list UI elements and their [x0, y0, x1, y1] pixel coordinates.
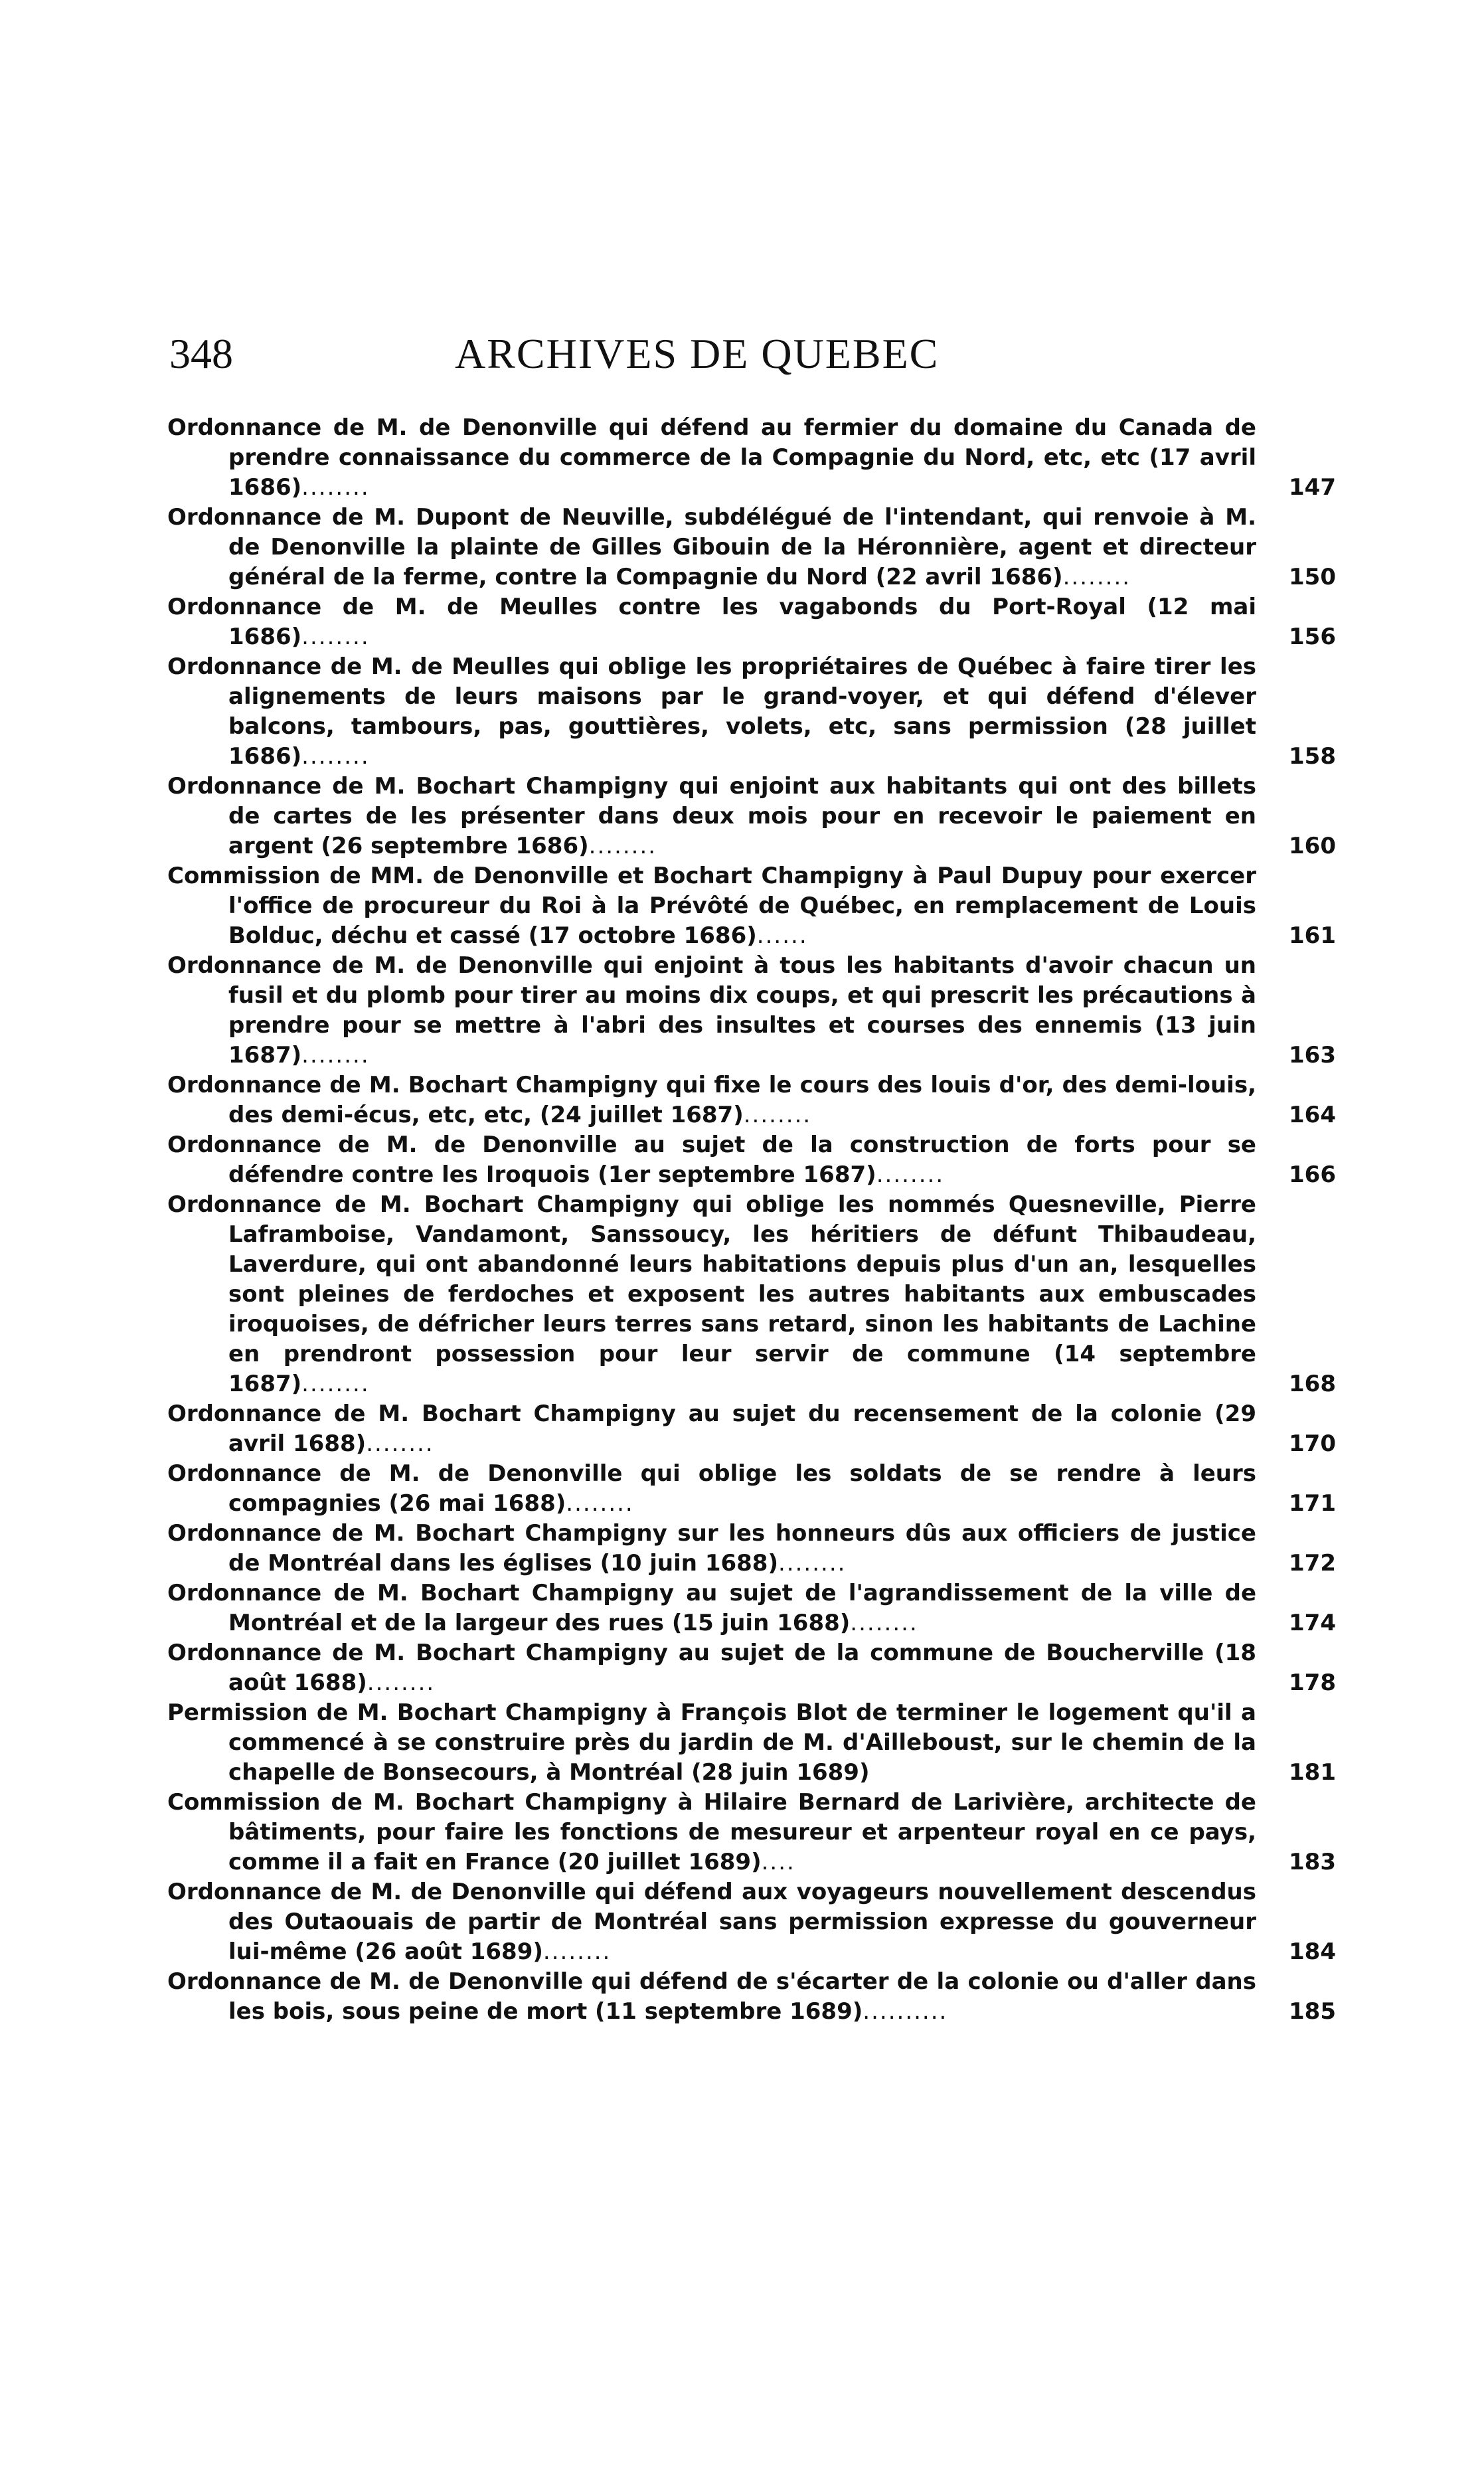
toc-entry-text: Ordonnance de M. de Denonville qui défend au fermier du domaine du Canada de prendre connaissance du commerce de la Compagnie du Nord, etc, etc (17 avril 1686)	[167, 414, 1256, 501]
toc-entry-text: Ordonnance de M. Bochart Champigny qui oblige les nommés Quesneville, Pierre Laframboise, Vandamont, Sanssoucy, les héritiers de défunt Thibaudeau, Laverdure, qui ont abandonné leurs habitations depuis plus d'un an, lesquelles sont pleines de ferdoches et exposent les autres habitants aux embuscades iroquoises, de défricher leurs terres sans retard, sinon les habitants de Lachine en prendront possession pour leur servir de commune (14 septembre 1687)	[167, 1191, 1256, 1397]
toc-entry	[167, 1638, 1336, 1698]
toc-entry-page: 185	[1289, 1998, 1336, 2025]
toc-entry-text: Ordonnance de M. de Denonville qui défend de s'écarter de la colonie ou d'aller dans les bois, sous peine de mort (11 septembre 1689)	[167, 1968, 1256, 2025]
toc-entry	[167, 1788, 1336, 1877]
dot-leader: ........	[778, 1550, 847, 1577]
dot-leader: ........	[743, 1102, 812, 1128]
toc-entry-text: Ordonnance de M. Dupont de Neuville, subdélégué de l'intendant, qui renvoie à M. de Denonville la plainte de Gilles Gibouin de la Héronnière, agent et directeur général de la ferme, contre la Compagnie du Nord (22 avril 1686)	[167, 504, 1256, 590]
toc-entry-text: Ordonnance de M. Bochart Champigny au sujet de la commune de Boucherville (18 août 1688)	[167, 1640, 1256, 1696]
toc-entry-text: Ordonnance de M. de Denonville qui oblige les soldats de se rendre à leurs compagnies (26 mai 1688)	[167, 1460, 1256, 1517]
toc-entry	[167, 1967, 1336, 2027]
toc-entry-text: Ordonnance de M. de Meulles contre les vagabonds du Port-Royal (12 mai 1686)	[167, 594, 1256, 650]
toc-entry-page: 147	[1289, 474, 1336, 501]
dot-leader: ........	[301, 474, 370, 501]
toc-entry	[167, 1698, 1336, 1788]
toc-entry-page: 164	[1289, 1102, 1336, 1128]
toc-entry-text: Commission de MM. de Denonville et Bochart Champigny à Paul Dupuy pour exercer l'office de procureur du Roi à la Prévôté de Québec, en remplacement de Louis Bolduc, déchu et cassé (17 octobre 1686)	[167, 863, 1256, 949]
toc-entry-text: Ordonnance de M. Bochart Champigny qui enjoint aux habitants qui ont des billets de cartes de les présenter dans deux mois pour en recevoir le paiement en argent (26 septembre 1686)	[167, 773, 1256, 859]
toc-entry	[167, 1459, 1336, 1519]
toc-entry	[167, 861, 1336, 951]
dot-leader: ........	[301, 624, 370, 650]
toc-entry	[167, 772, 1336, 861]
toc-entry	[167, 1070, 1336, 1130]
toc-entry	[167, 1579, 1336, 1638]
toc-entry-page: 178	[1289, 1669, 1336, 1696]
toc-entry-page: 171	[1289, 1490, 1336, 1517]
toc-entry-page: 161	[1289, 922, 1336, 949]
dot-leader: ........	[850, 1610, 918, 1636]
dot-leader: ........	[367, 1669, 436, 1696]
toc-entry-text: Ordonnance de M. Bochart Champigny sur les honneurs dûs aux officiers de justice de Montréal dans les églises (10 juin 1688)	[167, 1520, 1256, 1577]
dot-leader: ........	[301, 1042, 370, 1069]
toc-entry-text: Ordonnance de M. de Denonville qui enjoint à tous les habitants d'avoir chacun un fusil et du plomb pour tirer au moins dix coups, et qui prescrit les précautions à prendre pour se mettre à l'abri des insultes et courses des ennemis (13 juin 1687)	[167, 952, 1256, 1069]
dot-leader: ......	[756, 922, 808, 949]
dot-leader: ........	[588, 833, 657, 859]
toc-entry-text: Ordonnance de M. Bochart Champigny au sujet de l'agrandissement de la ville de Montréal et de la largeur des rues (15 juin 1688)	[167, 1580, 1256, 1636]
toc-entry-page: 174	[1289, 1610, 1336, 1636]
toc-entry-page: 170	[1289, 1430, 1336, 1457]
dot-leader: ........	[566, 1490, 634, 1517]
dot-leader: ........	[301, 743, 370, 770]
toc-entry-page: 160	[1289, 833, 1336, 859]
dot-leader: ..........	[863, 1998, 948, 2025]
toc-entry-page: 158	[1289, 743, 1336, 770]
dot-leader: ........	[876, 1161, 945, 1188]
toc-entry-text: Permission de M. Bochart Champigny à François Blot de terminer le logement qu'il a commencé à se construire près du jardin de M. d'Ailleboust, sur le chemin de la chapelle de Bonsecours, à Montréal (28 juin 1689)	[167, 1699, 1256, 1786]
toc-entry-page: 184	[1289, 1938, 1336, 1965]
toc-entry-text: Ordonnance de M. de Denonville qui défend aux voyageurs nouvellement descendus des Outaouais de partir de Montréal sans permission expresse du gouverneur lui-même (26 août 1689)	[167, 1879, 1256, 1965]
toc-entry-page: 150	[1289, 564, 1336, 590]
page-number: 348	[169, 330, 233, 377]
toc-entry-page: 183	[1289, 1849, 1336, 1875]
toc-entry	[167, 652, 1336, 772]
toc-entry	[167, 951, 1336, 1070]
toc-entry	[167, 413, 1336, 503]
dot-leader: ........	[301, 1371, 370, 1397]
toc-entry	[167, 1130, 1336, 1190]
toc-entry-text: Ordonnance de M. de Meulles qui oblige les propriétaires de Québec à faire tirer les alignements de leurs maisons par le grand-voyer, et qui défend d'élever balcons, tambours, pas, gouttières, volets, etc, sans permission (28 juillet 1686)	[167, 653, 1256, 770]
toc-entry	[167, 1519, 1336, 1579]
toc-entry-page: 166	[1289, 1161, 1336, 1188]
table-of-contents	[167, 413, 1336, 2027]
dot-leader: ........	[366, 1430, 434, 1457]
toc-entry	[167, 1399, 1336, 1459]
toc-entry-text: Commission de M. Bochart Champigny à Hilaire Bernard de Larivière, architecte de bâtiments, pour faire les fonctions de mesureur et arpenteur royal en ce pays, comme il a fait en France (20 juillet 1689)	[167, 1789, 1256, 1875]
toc-entry	[167, 503, 1336, 592]
toc-entry-page: 156	[1289, 624, 1336, 650]
toc-entry-page: 172	[1289, 1550, 1336, 1577]
toc-entry-page: 181	[1289, 1759, 1336, 1786]
toc-entry-page: 168	[1289, 1371, 1336, 1397]
toc-entry-page: 163	[1289, 1042, 1336, 1069]
toc-entry-text: Ordonnance de M. Bochart Champigny au sujet du recensement de la colonie (29 avril 1688)	[167, 1401, 1256, 1457]
toc-entry-text: Ordonnance de M. Bochart Champigny qui fixe le cours des louis d'or, des demi-louis, des demi-écus, etc, etc, (24 juillet 1687)	[167, 1072, 1256, 1128]
dot-leader: ........	[1062, 564, 1131, 590]
toc-entry	[167, 1190, 1336, 1399]
toc-entry	[167, 1877, 1336, 1967]
page-header	[169, 324, 1364, 384]
dot-leader: ....	[761, 1849, 795, 1875]
toc-entry-text: Ordonnance de M. de Denonville au sujet de la construction de forts pour se défendre contre les Iroquois (1er septembre 1687)	[167, 1132, 1256, 1188]
page-title: ARCHIVES DE QUEBEC	[455, 330, 940, 377]
dot-leader: ........	[542, 1938, 612, 1965]
toc-entry	[167, 592, 1336, 652]
